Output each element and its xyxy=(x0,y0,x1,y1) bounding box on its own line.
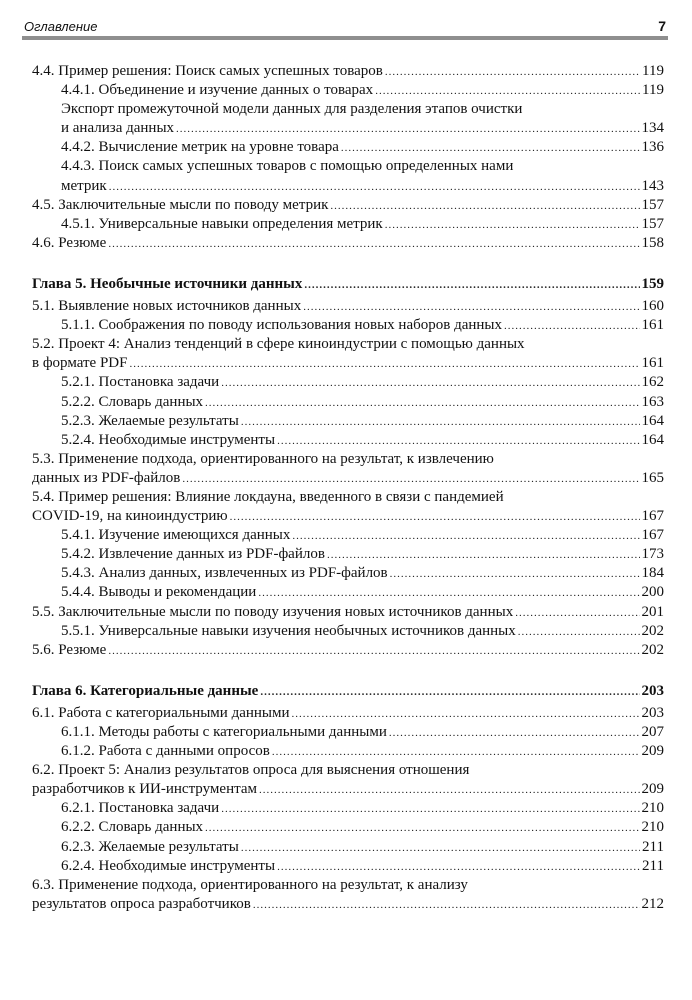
toc-entry[interactable] xyxy=(32,818,664,837)
toc-entry-title: 4.4.2. Вычисление метрик на уровне товара xyxy=(61,139,339,156)
toc-entry-page: 157 xyxy=(641,215,664,232)
toc-entry[interactable] xyxy=(32,62,664,81)
toc-entry-page: 203 xyxy=(641,682,664,699)
dot-leader xyxy=(375,82,640,101)
toc-entry-page: 136 xyxy=(641,139,664,156)
toc-entry-title: разработчиков к ИИ-инструментам xyxy=(32,781,257,798)
toc-entry[interactable] xyxy=(32,81,664,100)
toc-entry-title: 5.4.1. Изучение имеющихся данных xyxy=(61,527,291,544)
toc-entry-title: 6.1. Работа с категориальными данными xyxy=(32,704,290,721)
toc-entry-title: 6.2.4. Необходимые инструменты xyxy=(61,857,276,874)
toc-entry-title: 6.2.1. Постановка задачи xyxy=(61,800,220,817)
dot-leader xyxy=(504,317,640,336)
toc-entry[interactable] xyxy=(32,857,664,876)
toc-entry-page: 161 xyxy=(641,317,664,334)
toc-entry[interactable] xyxy=(32,373,664,392)
dot-leader xyxy=(341,139,640,158)
toc-entry[interactable] xyxy=(32,545,664,564)
toc-entry-title: 5.1. Выявление новых источников данных xyxy=(32,298,302,315)
toc-entry[interactable] xyxy=(32,780,664,799)
toc-entry-page: 173 xyxy=(641,546,664,563)
dot-leader xyxy=(277,432,639,451)
toc-entry[interactable] xyxy=(32,196,664,215)
toc-entry-page: 161 xyxy=(641,355,664,372)
toc-entry[interactable] xyxy=(32,641,664,660)
toc-entry-first-line: 5.4. Пример решения: Влияние локдауна, введенного в связи с пандемией xyxy=(32,488,504,505)
toc-entry-page: 200 xyxy=(641,584,664,601)
toc-entry-page: 164 xyxy=(641,431,664,448)
toc-entry-page: 184 xyxy=(641,565,664,582)
dot-leader xyxy=(292,705,640,724)
dot-leader xyxy=(221,800,639,819)
dot-leader xyxy=(205,394,639,413)
table-of-contents xyxy=(32,62,664,914)
dot-leader xyxy=(385,216,640,235)
toc-entry-page: 158 xyxy=(641,234,664,251)
dot-leader xyxy=(129,355,639,374)
toc-entry-page: 167 xyxy=(641,508,664,525)
toc-entry-title: 6.2.2. Словарь данных xyxy=(61,819,204,836)
toc-entry[interactable] xyxy=(32,469,664,488)
toc-entry-title: 5.4.3. Анализ данных, извлеченных из PDF-файлов xyxy=(61,565,388,582)
toc-entry-page: 210 xyxy=(641,819,664,836)
dot-leader xyxy=(205,819,639,838)
toc-entry-page: 202 xyxy=(641,622,664,639)
toc-entry-title: результатов опроса разработчиков xyxy=(32,895,251,912)
dot-leader xyxy=(272,743,640,762)
dot-leader xyxy=(258,584,639,603)
toc-entry[interactable] xyxy=(32,297,664,316)
toc-chapter-entry[interactable] xyxy=(32,682,664,701)
toc-entry[interactable] xyxy=(32,431,664,450)
toc-entry-title: COVID-19, на киноиндустрию xyxy=(32,508,228,525)
toc-entry[interactable] xyxy=(32,742,664,761)
toc-entry[interactable] xyxy=(32,177,664,196)
toc-entry-title: 5.2.1. Постановка задачи xyxy=(61,374,220,391)
toc-entry-page: 203 xyxy=(641,704,664,721)
dot-leader xyxy=(109,178,640,197)
toc-entry[interactable] xyxy=(32,507,664,526)
toc-entry-page: 211 xyxy=(642,857,664,874)
dot-leader xyxy=(518,623,640,642)
dot-leader xyxy=(385,63,640,82)
toc-entry[interactable] xyxy=(32,704,664,723)
toc-entry-title: 4.4. Пример решения: Поиск самых успешных товаров xyxy=(32,63,383,79)
toc-entry-title: 6.1.2. Работа с данными опросов xyxy=(61,743,270,760)
toc-entry-page: 201 xyxy=(641,603,664,620)
toc-entry-title: Глава 5. Необычные источники данных xyxy=(32,275,303,292)
toc-entry-title: 5.4.4. Выводы и рекомендации xyxy=(61,584,257,601)
toc-entry-page: 202 xyxy=(641,641,664,658)
toc-entry[interactable] xyxy=(32,138,664,157)
dot-leader xyxy=(241,413,640,432)
dot-leader xyxy=(241,839,640,858)
toc-entry-page: 119 xyxy=(642,82,664,99)
toc-entry-title: 5.6. Резюме xyxy=(32,641,107,658)
toc-entry[interactable] xyxy=(32,895,664,914)
dot-leader xyxy=(221,374,639,393)
toc-entry-title: 4.5. Заключительные мысли по поводу метрик xyxy=(32,196,329,213)
toc-entry-title: 5.5. Заключительные мысли по поводу изучения новых источников данных xyxy=(32,603,514,620)
toc-entry-page: 163 xyxy=(641,393,664,410)
toc-entry-first-line: 6.3. Применение подхода, ориентированного на результат, к анализу xyxy=(32,876,468,893)
toc-entry-title: метрик xyxy=(61,177,107,194)
dot-leader xyxy=(108,642,639,661)
toc-entry-page: 209 xyxy=(641,781,664,798)
toc-entry-page: 143 xyxy=(641,177,664,194)
toc-entry-page: 134 xyxy=(641,120,664,137)
toc-entry-page: 210 xyxy=(641,800,664,817)
dot-leader xyxy=(260,683,639,702)
dot-leader xyxy=(230,508,640,527)
dot-leader xyxy=(330,197,639,216)
dot-leader xyxy=(253,896,640,915)
toc-entry-title: данных из PDF-файлов xyxy=(32,469,181,486)
toc-entry[interactable] xyxy=(32,603,664,622)
toc-entry-title: 5.4.2. Извлечение данных из PDF-файлов xyxy=(61,546,325,563)
dot-leader xyxy=(176,120,639,139)
toc-entry-page: 119 xyxy=(642,63,664,79)
toc-entry-page: 164 xyxy=(641,412,664,429)
toc-entry-page: 160 xyxy=(641,298,664,315)
toc-entry[interactable] xyxy=(32,354,664,373)
running-header xyxy=(22,16,668,40)
toc-entry-page: 207 xyxy=(641,724,664,740)
toc-entry-first-line: 5.3. Применение подхода, ориентированного на результат, к извлечению xyxy=(32,450,494,467)
toc-entry-first-line: 5.2. Проект 4: Анализ тенденций в сфере киноиндустрии с помощью данных xyxy=(32,336,525,353)
dot-leader xyxy=(259,781,640,800)
toc-entry[interactable] xyxy=(32,622,664,641)
toc-entry-title: в формате PDF xyxy=(32,355,128,372)
toc-entry[interactable] xyxy=(32,723,664,742)
dot-leader xyxy=(303,298,639,317)
toc-entry-title: 5.5.1. Универсальные навыки изучения необычных источников данных xyxy=(61,622,516,639)
toc-entry-page: 211 xyxy=(642,838,664,855)
toc-entry-title: 6.1.1. Методы работы с категориальными данными xyxy=(61,724,387,740)
toc-entry-page: 162 xyxy=(641,374,664,391)
toc-entry[interactable] xyxy=(32,393,664,412)
dot-leader xyxy=(515,604,639,623)
toc-entry-title: 5.1.1. Соображения по поводу использования новых наборов данных xyxy=(61,317,502,334)
toc-entry-title: Глава 6. Категориальные данные xyxy=(32,682,259,699)
toc-entry-title: 4.6. Резюме xyxy=(32,234,107,251)
toc-entry[interactable] xyxy=(32,583,664,602)
dot-leader xyxy=(182,470,639,489)
toc-entry[interactable] xyxy=(32,564,664,583)
dot-leader xyxy=(108,235,639,254)
toc-entry[interactable] xyxy=(32,526,664,545)
toc-entry-title: 4.4.1. Объединение и изучение данных о товарах xyxy=(61,82,374,99)
toc-entry-title: и анализа данных xyxy=(61,120,175,137)
toc-entry[interactable] xyxy=(32,119,664,138)
dot-leader xyxy=(292,527,639,546)
toc-chapter-entry[interactable] xyxy=(32,275,664,294)
toc-entry[interactable] xyxy=(32,215,664,234)
toc-entry[interactable] xyxy=(32,316,664,335)
toc-entry-page: 157 xyxy=(641,196,664,213)
toc-entry-page: 165 xyxy=(641,469,664,486)
page-number: 7 xyxy=(658,18,666,34)
toc-entry[interactable] xyxy=(32,799,664,818)
toc-entry-title: 6.2.3. Желаемые результаты xyxy=(61,838,239,855)
toc-entry-title: 5.2.4. Необходимые инструменты xyxy=(61,431,276,448)
toc-entry-title: 4.5.1. Универсальные навыки определения метрик xyxy=(61,215,383,232)
dot-leader xyxy=(390,565,640,584)
toc-entry-page: 209 xyxy=(641,743,664,760)
toc-entry-first-line: 6.2. Проект 5: Анализ результатов опроса для выяснения отношения xyxy=(32,762,470,779)
toc-entry-first-line: Экспорт промежуточной модели данных для разделения этапов очистки xyxy=(61,101,523,118)
dot-leader xyxy=(327,546,640,565)
toc-entry-title: 5.2.3. Желаемые результаты xyxy=(61,412,239,429)
toc-entry-page: 212 xyxy=(641,895,664,912)
toc-entry-page: 159 xyxy=(641,275,664,292)
dot-leader xyxy=(277,858,640,877)
toc-entry[interactable] xyxy=(32,838,664,857)
toc-entry-first-line: 4.4.3. Поиск самых успешных товаров с помощью определенных нами xyxy=(61,158,514,175)
running-header-title: Оглавление xyxy=(24,19,98,34)
toc-entry-title: 5.2.2. Словарь данных xyxy=(61,393,204,410)
toc-entry[interactable] xyxy=(32,234,664,253)
dot-leader xyxy=(389,724,640,743)
dot-leader xyxy=(304,276,639,295)
toc-entry[interactable] xyxy=(32,412,664,431)
toc-entry-page: 167 xyxy=(641,527,664,544)
